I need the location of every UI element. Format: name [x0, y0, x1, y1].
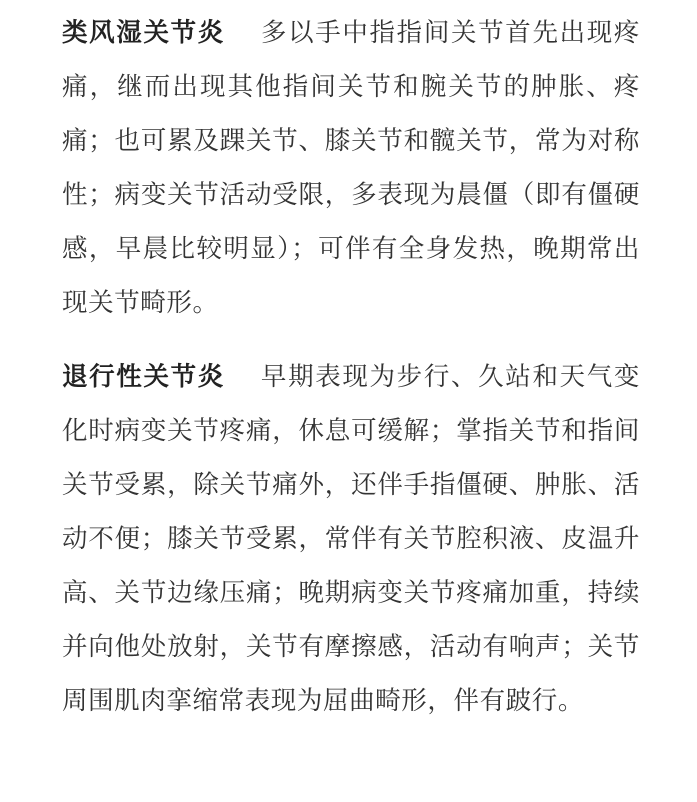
section-degenerative-arthritis	[62, 350, 640, 728]
section-rheumatoid-arthritis	[62, 6, 640, 330]
section-term: 类风湿关节炎	[62, 18, 225, 48]
section-term: 退行性关节炎	[62, 362, 225, 392]
section-description: 多以手中指指间关节首先出现疼痛，继而出现其他指间关节和腕关节的肿胀、疼痛；也可累及踝关节、膝关节和髋关节，常为对称性；病变关节活动受限，多表现为晨僵（即有僵硬感，早晨比较明显）；可伴有全身发热，晚期常出现关节畸形。	[62, 18, 640, 318]
article-body	[62, 6, 640, 728]
section-description: 早期表现为步行、久站和天气变化时病变关节疼痛，休息可缓解；掌指关节和指间关节受累，除关节痛外，还伴手指僵硬、肿胀、活动不便；膝关节受累，常伴有关节腔积液、皮温升高、关节边缘压痛；晚期病变关节疼痛加重，持续并向他处放射，关节有摩擦感，活动有响声；关节周围肌肉挛缩常表现为屈曲畸形，伴有跛行。	[62, 362, 640, 716]
